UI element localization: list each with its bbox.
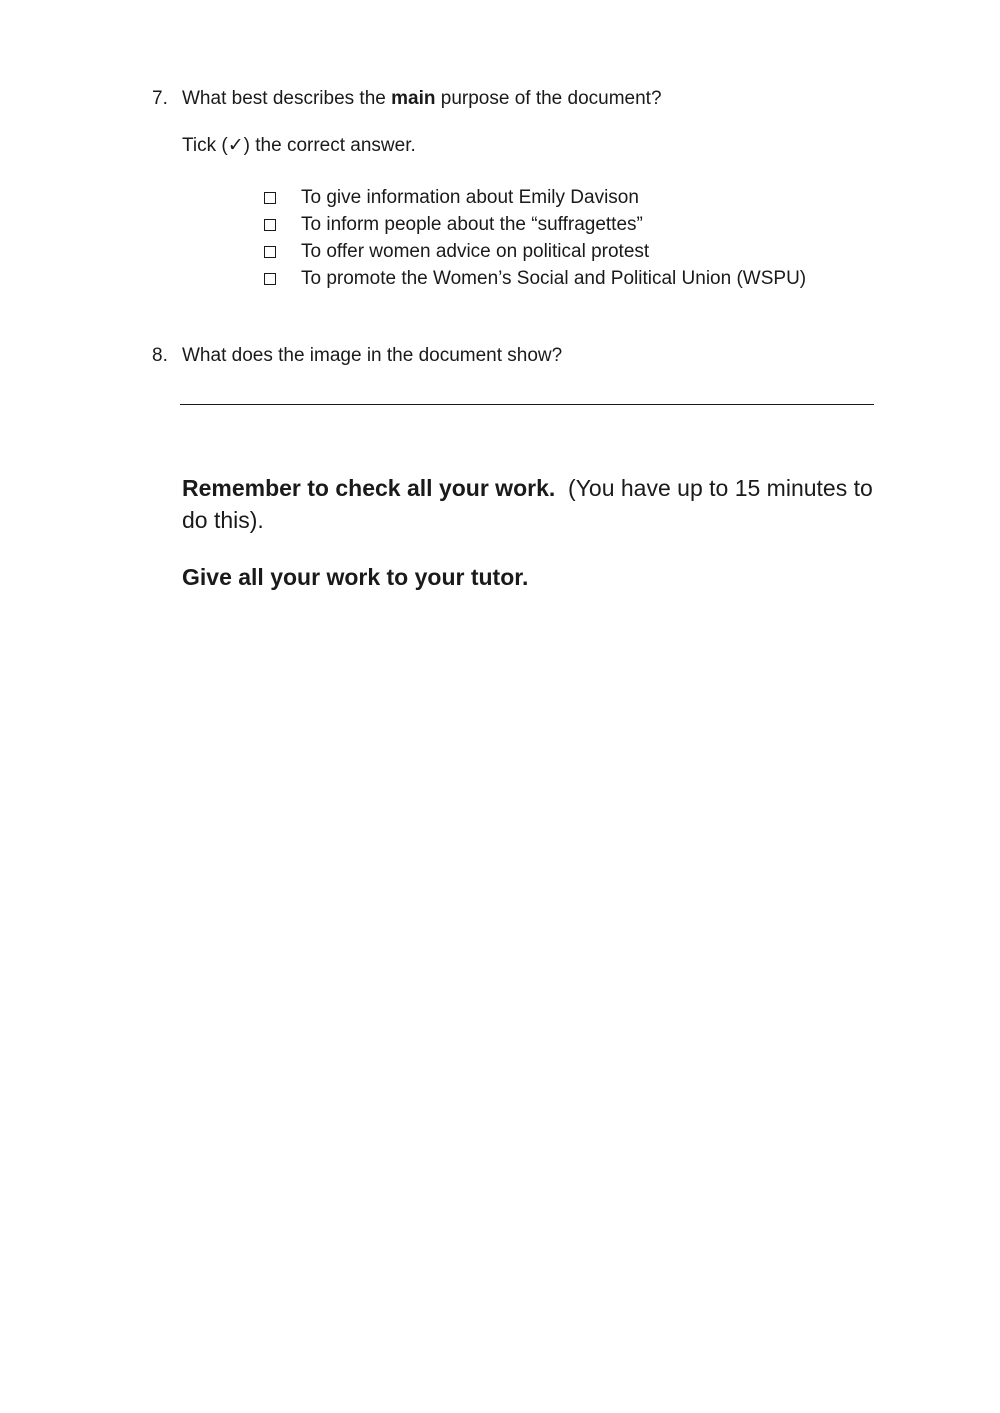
reminder-bold: Remember to check all your work. — [182, 475, 556, 501]
answer-line[interactable] — [180, 404, 874, 405]
reminder — [182, 472, 882, 536]
option-label: To give information about Emily Davison — [301, 186, 639, 208]
option-label: To promote the Women’s Social and Political Union (WSPU) — [301, 267, 807, 289]
checkbox-icon[interactable] — [264, 219, 276, 231]
question-8-text: What does the image in the document show? — [182, 345, 563, 366]
question-7-text-emphasis: main — [391, 88, 436, 109]
checkbox-icon[interactable] — [264, 246, 276, 258]
question-7-text — [182, 88, 662, 110]
option-item[interactable] — [264, 265, 806, 292]
option-item[interactable] — [264, 211, 806, 238]
question-7-number: 7. — [152, 88, 168, 109]
question-8-number: 8. — [152, 345, 168, 366]
answer-options — [264, 184, 806, 292]
final-instruction: Give all your work to your tutor. — [182, 564, 529, 590]
question-7-text-before: What best describes the — [182, 88, 392, 109]
option-item[interactable] — [264, 184, 806, 211]
checkbox-icon[interactable] — [264, 192, 276, 204]
question-7-text-after: purpose of the document? — [435, 88, 662, 109]
checkbox-icon[interactable] — [264, 273, 276, 285]
option-label: To offer women advice on political protest — [301, 240, 650, 262]
tick-instruction: Tick (✓) the correct answer. — [182, 135, 416, 156]
option-item[interactable] — [264, 238, 806, 265]
reminder-time-note: (You have up to 15 minutes to do this). — [182, 475, 873, 533]
option-label: To inform people about the “suffragettes” — [301, 213, 643, 235]
